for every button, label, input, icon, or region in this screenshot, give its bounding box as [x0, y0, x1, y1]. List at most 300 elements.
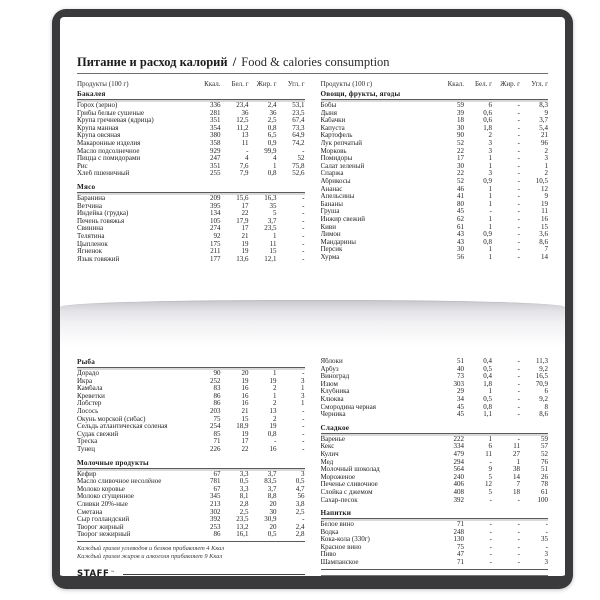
bottom-right-column — [321, 358, 549, 576]
product-name: Лимон — [320, 231, 341, 239]
table-row — [321, 373, 549, 381]
staff-brand-logo: STAFF — [77, 568, 110, 576]
product-name: Спаржа — [320, 170, 344, 178]
product-value: 336 — [210, 101, 221, 109]
table-row — [321, 551, 549, 559]
product-name: Телятина — [77, 232, 105, 240]
product-value: - — [517, 161, 520, 170]
title-rule — [77, 73, 548, 74]
product-value: 73 — [457, 372, 464, 381]
product-value: - — [302, 216, 305, 225]
product-value: 20 — [269, 522, 277, 531]
product-value: - — [517, 207, 520, 216]
product-value: - — [517, 379, 520, 388]
product-value: 38 — [513, 465, 520, 474]
table-row — [321, 559, 549, 567]
product-value: 52 — [457, 176, 464, 185]
product-value: 35 — [541, 535, 548, 544]
table-row — [321, 239, 549, 247]
footnotes — [77, 545, 305, 561]
product-value: - — [517, 176, 520, 185]
product-value: - — [517, 222, 520, 231]
product-value: 13 — [241, 131, 249, 140]
table-row — [77, 378, 305, 386]
product-value: 1 — [488, 387, 492, 396]
food-table-fish-dairy — [77, 358, 305, 539]
product-value: 96 — [541, 138, 548, 147]
product-value: 351 — [210, 161, 221, 170]
planner-book-cover — [52, 9, 573, 589]
product-value: 0,8 — [267, 169, 277, 178]
product-value: 358 — [210, 138, 221, 147]
product-name: Крупа овсяная — [77, 132, 121, 140]
product-value: - — [517, 214, 520, 223]
product-value: 18,9 — [236, 422, 249, 431]
product-name: Рис — [77, 162, 88, 170]
product-value: 209 — [210, 193, 221, 202]
product-value: 10,5 — [535, 176, 548, 185]
product-value: 281 — [210, 108, 221, 117]
product-name: Хлеб пшеничный — [77, 170, 130, 178]
product-name: Мед — [320, 458, 334, 466]
table-row — [77, 203, 305, 211]
product-value: 11 — [513, 442, 520, 451]
product-value: 85 — [213, 429, 221, 438]
product-value: 8,8 — [267, 492, 277, 501]
product-value: - — [517, 116, 520, 125]
table-row — [321, 224, 549, 232]
product-value: - — [302, 254, 305, 263]
col-header-carbs: Угл. г — [287, 80, 305, 88]
product-value: 67 — [213, 469, 221, 478]
product-value: 354 — [210, 123, 221, 132]
table-row — [77, 256, 305, 264]
section-title: Бакалея — [77, 90, 305, 100]
product-value: 15 — [541, 222, 548, 231]
product-name: Водка — [320, 528, 339, 536]
product-value: 47 — [457, 550, 464, 559]
product-value: - — [517, 364, 520, 373]
product-value: 16 — [541, 214, 548, 223]
product-value: 395 — [210, 201, 221, 210]
product-value: 17 — [241, 201, 249, 210]
product-value: 1 — [273, 391, 277, 400]
product-name: Ананас — [320, 185, 343, 193]
product-value: 2,5 — [239, 507, 249, 516]
product-value: - — [489, 520, 492, 529]
table-row — [321, 155, 549, 163]
table-row — [321, 489, 549, 497]
table-row — [321, 163, 549, 171]
product-value: 7 — [516, 480, 520, 489]
product-value: 0,8 — [267, 123, 277, 132]
table-end-rule — [321, 569, 549, 570]
food-table-sweets-drinks — [321, 358, 549, 567]
product-value: - — [302, 414, 305, 423]
food-table-groceries-meat — [77, 90, 305, 263]
product-value: 3,7 — [539, 116, 548, 125]
product-value: 26 — [541, 472, 548, 481]
section-title: Рыба — [77, 358, 305, 368]
product-value: 16 — [241, 399, 249, 408]
product-value: 18 — [457, 116, 464, 125]
product-value: 23,5 — [236, 515, 249, 524]
product-value: - — [545, 542, 548, 551]
product-value: 29 — [457, 387, 464, 396]
table-row — [321, 178, 549, 186]
product-name: Молоко сгущенное — [77, 493, 134, 501]
section-title: Овощи, фрукты, ягоды — [321, 90, 549, 100]
product-value: 3 — [544, 550, 548, 559]
product-value: - — [517, 394, 520, 403]
product-value: 21 — [541, 131, 548, 140]
section-title: Сладкое — [321, 424, 549, 434]
col-header-fat: Жир. г — [256, 80, 277, 88]
product-value: 43 — [457, 230, 464, 239]
product-value: 2 — [273, 414, 277, 423]
product-name: Инжир свежий — [320, 215, 365, 223]
product-value: 27 — [513, 449, 520, 458]
product-value: 52 — [297, 154, 305, 163]
product-value: 0,9 — [267, 138, 277, 147]
product-value: 40 — [457, 364, 464, 373]
product-value: - — [517, 252, 520, 261]
product-value: 17,9 — [236, 216, 249, 225]
product-name: Арбуз — [320, 365, 339, 373]
product-value: - — [517, 495, 520, 504]
table-row — [321, 186, 549, 194]
product-name: Пиво — [320, 551, 337, 559]
product-name: Хурма — [320, 253, 340, 261]
product-value: - — [489, 495, 492, 504]
product-value: 75 — [457, 542, 464, 551]
product-value: 22 — [457, 146, 464, 155]
product-value: - — [545, 520, 548, 529]
product-value: 12,5 — [236, 116, 249, 125]
product-name: Груша — [320, 208, 340, 216]
page-title — [77, 55, 548, 69]
col-header-product: Продукты (100 г) — [77, 80, 129, 88]
product-value: 71 — [457, 520, 464, 529]
table-row — [77, 225, 305, 233]
product-value: 406 — [453, 480, 464, 489]
product-value: - — [302, 224, 305, 233]
product-value: - — [517, 169, 520, 178]
product-value: 13,6 — [236, 254, 249, 263]
product-value: 303 — [453, 379, 464, 388]
bottom-left-column — [77, 358, 305, 576]
product-value: 247 — [210, 154, 221, 163]
product-value: 1 — [544, 161, 548, 170]
product-value: 22 — [457, 169, 464, 178]
product-value: 16,5 — [535, 372, 548, 381]
product-value: 177 — [210, 254, 221, 263]
table-row — [321, 474, 549, 482]
product-name: Салат зеленый — [320, 162, 365, 170]
product-name: Морковь — [320, 147, 347, 155]
product-name: Печенье сливочное — [320, 481, 378, 489]
product-name: Печень говяжья — [77, 217, 125, 225]
product-name: Ветчина — [77, 202, 102, 210]
product-value: 11 — [269, 239, 277, 248]
product-value: 4 — [273, 154, 277, 163]
product-value: - — [517, 410, 520, 419]
product-value: - — [517, 138, 520, 147]
product-value: 392 — [210, 515, 221, 524]
product-value: 0,5 — [239, 477, 249, 486]
product-value: 1 — [488, 245, 492, 254]
product-value: - — [517, 550, 520, 559]
product-value: 252 — [210, 376, 221, 385]
product-value: 80 — [457, 199, 464, 208]
table-row — [321, 102, 549, 110]
product-value: 1 — [273, 161, 277, 170]
product-value: - — [517, 520, 520, 529]
product-name: Грибы белые сушеные — [77, 109, 145, 117]
product-value: 1,1 — [483, 410, 492, 419]
product-name: Треска — [77, 438, 98, 446]
col-header-carbs: Угл. г — [531, 80, 548, 88]
product-value: 0,8 — [483, 237, 492, 246]
product-name: Тунец — [77, 445, 96, 453]
product-name: Дыня — [320, 109, 337, 117]
product-value: - — [517, 387, 520, 396]
product-value: 1,8 — [483, 123, 492, 132]
product-name: Окунь морской (сибас) — [77, 415, 146, 423]
table-row — [321, 521, 549, 529]
product-value: - — [489, 550, 492, 559]
product-value: 7,6 — [239, 161, 249, 170]
product-value: 6 — [544, 387, 548, 396]
product-value: 8,6 — [539, 410, 548, 419]
product-name: Дорадо — [77, 370, 99, 377]
product-value: - — [517, 558, 520, 567]
product-value: 61 — [541, 487, 548, 496]
product-value: 3,7 — [267, 484, 277, 493]
product-name: Виноград — [320, 373, 350, 381]
bottom-page-columns — [77, 358, 548, 576]
product-value: 0,5 — [483, 364, 492, 373]
table-row — [321, 208, 549, 216]
product-value: 1 — [488, 154, 492, 163]
product-value: - — [517, 101, 520, 109]
product-name: Киви — [320, 223, 336, 231]
product-value: - — [246, 146, 249, 155]
product-value: 30,9 — [264, 515, 277, 524]
table-row — [77, 393, 305, 401]
product-name: Молочный шоколад — [320, 466, 380, 474]
product-value: - — [302, 429, 305, 438]
product-value: 11,2 — [236, 123, 249, 132]
product-value: 5 — [488, 487, 492, 496]
product-value: - — [517, 230, 520, 239]
product-value: 0,6 — [483, 116, 492, 125]
table-row — [321, 117, 549, 125]
product-name: Индейка (грудка) — [77, 210, 129, 218]
page-end-rule — [321, 575, 549, 576]
product-value: 8,3 — [539, 101, 548, 109]
product-value: 3,6 — [539, 230, 548, 239]
product-name: Ягненок — [77, 248, 103, 256]
product-name: Творог нежирный — [77, 531, 131, 539]
product-value: 70,9 — [535, 379, 548, 388]
product-value: 2 — [544, 146, 548, 155]
product-name: Свинина — [77, 225, 104, 233]
product-value: 2,8 — [239, 499, 249, 508]
product-name: Язык говяжий — [77, 255, 120, 263]
product-value: 3 — [488, 146, 492, 155]
product-value: 1 — [488, 199, 492, 208]
product-value: - — [517, 146, 520, 155]
product-value: 12 — [541, 184, 548, 193]
product-value: 479 — [453, 449, 464, 458]
product-value: 83,5 — [264, 477, 277, 486]
product-value: 17 — [457, 154, 464, 163]
product-name: Апельсины — [320, 193, 355, 201]
table-row — [77, 170, 305, 178]
product-value: 105 — [210, 216, 221, 225]
product-value: 100 — [537, 495, 548, 504]
product-value: 211 — [210, 247, 221, 256]
product-value: 14 — [541, 252, 548, 261]
table-row — [77, 408, 305, 416]
product-value: 78 — [541, 480, 548, 489]
product-name: Сельдь атлантическая соленая — [77, 423, 168, 431]
product-value: 12 — [485, 480, 492, 489]
product-name: Клюква — [320, 395, 344, 403]
product-value: 75,8 — [292, 161, 305, 170]
top-page-columns — [77, 80, 548, 263]
table-row — [321, 411, 549, 419]
product-value: 1 — [488, 184, 492, 193]
col-header-product: Продукты (100 г) — [320, 80, 373, 88]
product-value: 3 — [544, 558, 548, 567]
product-value: 3,3 — [239, 484, 249, 493]
product-value: 35 — [269, 201, 277, 210]
product-value: - — [545, 527, 548, 536]
product-value: 3,8 — [295, 499, 305, 508]
table-row — [321, 216, 549, 224]
page-top — [60, 17, 565, 263]
product-value: 51 — [457, 357, 464, 365]
product-value: - — [517, 245, 520, 254]
section-title: Мясо — [77, 183, 305, 193]
table-row — [321, 140, 549, 148]
product-value: 30 — [457, 161, 464, 170]
product-value: 564 — [453, 465, 464, 474]
product-value: 23,4 — [236, 101, 249, 109]
product-value: 17 — [241, 437, 249, 446]
product-value: 380 — [210, 131, 221, 140]
product-value: 0,5 — [267, 530, 277, 539]
product-name: Помидоры — [320, 155, 353, 163]
table-row — [321, 125, 549, 133]
product-value: 11,3 — [536, 357, 548, 365]
product-value: 6 — [488, 442, 492, 451]
product-value: 20 — [269, 499, 277, 508]
product-value: 134 — [210, 209, 221, 218]
food-table-vegetables-fruits — [321, 90, 549, 261]
page-bottom — [60, 350, 565, 576]
product-value: 62 — [457, 214, 464, 223]
product-value: 1 — [488, 214, 492, 223]
product-value: 67 — [213, 484, 221, 493]
product-name: Сахар-песок — [320, 496, 358, 504]
product-value: 240 — [453, 472, 464, 481]
product-name: Лосось — [77, 407, 99, 415]
product-value: 30 — [457, 123, 464, 132]
table-row — [321, 366, 549, 374]
table-row — [321, 170, 549, 178]
product-value: 213 — [210, 499, 221, 508]
product-value: 253 — [210, 522, 221, 531]
product-value: 0,6 — [483, 108, 492, 117]
col-header-kcal: Ккал. — [204, 80, 221, 88]
product-value: - — [517, 184, 520, 193]
product-value: 3 — [301, 469, 305, 478]
table-row — [77, 431, 305, 439]
product-name: Творог жирный — [77, 523, 124, 531]
product-value: 19 — [269, 376, 277, 385]
product-value: 86 — [213, 391, 221, 400]
planner-pages — [60, 17, 565, 576]
product-value: 59 — [457, 101, 464, 109]
product-value: - — [302, 515, 305, 524]
product-value: 15 — [269, 247, 277, 256]
product-name: Креветки — [77, 392, 105, 400]
product-value: 2,8 — [295, 530, 305, 539]
product-value: 86 — [213, 530, 221, 539]
product-value: - — [517, 131, 520, 140]
product-value: 4 — [245, 154, 249, 163]
product-value: - — [302, 247, 305, 256]
product-value: 5 — [273, 209, 277, 218]
product-value: 17 — [241, 224, 249, 233]
product-value: - — [517, 527, 520, 536]
product-name: Слойка с джемом — [320, 488, 373, 496]
product-value: 73,3 — [292, 123, 305, 132]
product-value: - — [517, 192, 520, 201]
product-name: Белое вино — [320, 521, 354, 529]
product-value: 20 — [241, 369, 249, 377]
page-title-en: Food & calories consumption — [241, 55, 390, 69]
table-row — [77, 148, 305, 156]
product-name: Баранина — [77, 194, 106, 202]
product-value: 15,6 — [236, 193, 249, 202]
top-left-column — [77, 80, 305, 263]
product-value: 6 — [488, 101, 492, 109]
product-name: Смородина черная — [320, 403, 377, 411]
table-row — [321, 246, 549, 254]
product-value: - — [302, 422, 305, 431]
table-row — [321, 529, 549, 537]
product-value: 56 — [297, 492, 305, 501]
product-value: - — [517, 237, 520, 246]
product-value: 16,3 — [264, 193, 277, 202]
product-name: Лобстер — [77, 400, 102, 408]
product-value: 345 — [210, 492, 221, 501]
product-name: Абрикосы — [320, 177, 351, 185]
table-row — [321, 381, 549, 389]
product-value: 21 — [241, 231, 249, 240]
product-value: 15 — [241, 414, 249, 423]
product-value: 2,5 — [267, 116, 277, 125]
product-value: 2 — [488, 131, 492, 140]
product-value: 23,5 — [264, 224, 277, 233]
product-value: 0,4 — [483, 357, 492, 365]
table-row — [77, 385, 305, 393]
product-name: Цыпленок — [77, 240, 108, 248]
